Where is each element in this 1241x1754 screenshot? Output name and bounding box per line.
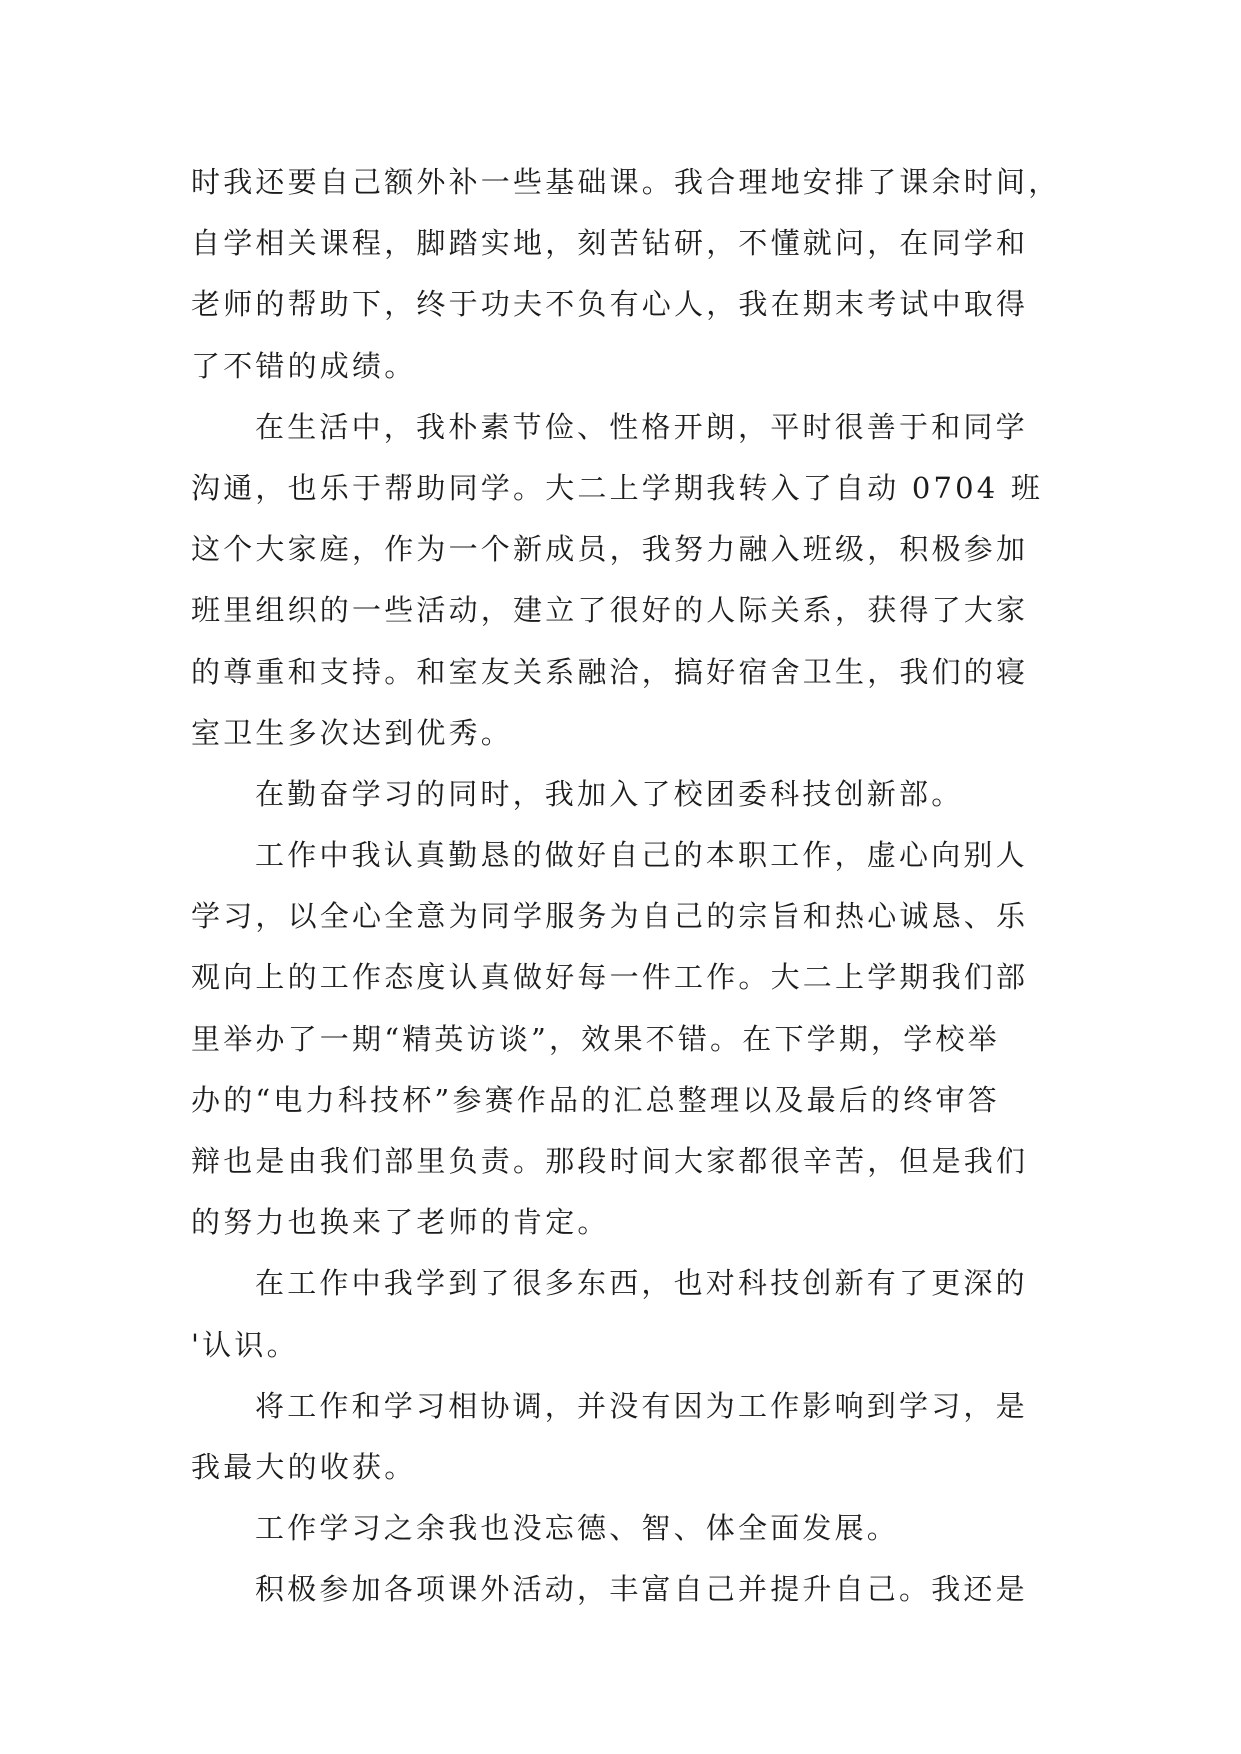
text-line: 观向上的工作态度认真做好每一件工作。大二上学期我们部 <box>191 960 1029 995</box>
paragraph-start-line: 工作学习之余我也没忘德、智、体全面发展。 <box>255 1511 900 1546</box>
text-line: 班里组织的一些活动，建立了很好的人际关系，获得了大家 <box>191 593 1029 628</box>
text-line: '认识。 <box>191 1327 299 1362</box>
text-line: 时我还要自己额外补一些基础课。我合理地安排了课余时间， <box>191 165 1061 199</box>
text-line: 我最大的收获。 <box>191 1449 417 1484</box>
text-line: 室卫生多次达到优秀。 <box>191 715 514 750</box>
text-line: 的尊重和支持。和室友关系融洽，搞好宿舍卫生，我们的寝 <box>191 654 1029 689</box>
text-line: 老师的帮助下，终于功夫不负有心人，我在期末考试中取得 <box>191 287 1029 322</box>
text-line: 自学相关课程，脚踏实地，刻苦钻研，不懂就问，在同学和 <box>191 226 1029 261</box>
text-line: 里举办了一期“精英访谈”，效果不错。在下学期，学校举 <box>191 1021 1000 1056</box>
text-line: 沟通，也乐于帮助同学。大二上学期我转入了自动 0704 班 <box>191 470 1044 505</box>
text-line: 辩也是由我们部里负责。那段时间大家都很辛苦，但是我们 <box>191 1144 1029 1178</box>
document-body <box>191 152 1071 1621</box>
text-line: 了不错的成绩。 <box>191 348 417 383</box>
paragraph-start-line: 工作中我认真勤恳的做好自己的本职工作，虚心向别人 <box>255 838 1028 873</box>
paragraph-start-line: 在勤奋学习的同时，我加入了校团委科技创新部。 <box>255 776 964 811</box>
text-line: 办的“电力科技杯”参赛作品的汇总整理以及最后的终审答 <box>191 1082 1000 1117</box>
paragraph-start-line: 在生活中，我朴素节俭、性格开朗，平时很善于和同学 <box>255 409 1028 444</box>
paragraph-start-line: 在工作中我学到了很多东西，也对科技创新有了更深的 <box>255 1266 1028 1301</box>
paragraph-start-line: 将工作和学习相协调，并没有因为工作影响到学习，是 <box>255 1388 1028 1423</box>
text-line: 这个大家庭，作为一个新成员，我努力融入班级，积极参加 <box>191 532 1029 567</box>
text-line: 学习，以全心全意为同学服务为自己的宗旨和热心诚恳、乐 <box>191 899 1029 934</box>
paragraph-start-line: 积极参加各项课外活动，丰富自己并提升自己。我还是 <box>255 1572 1028 1607</box>
text-line: 的努力也换来了老师的肯定。 <box>191 1205 610 1240</box>
